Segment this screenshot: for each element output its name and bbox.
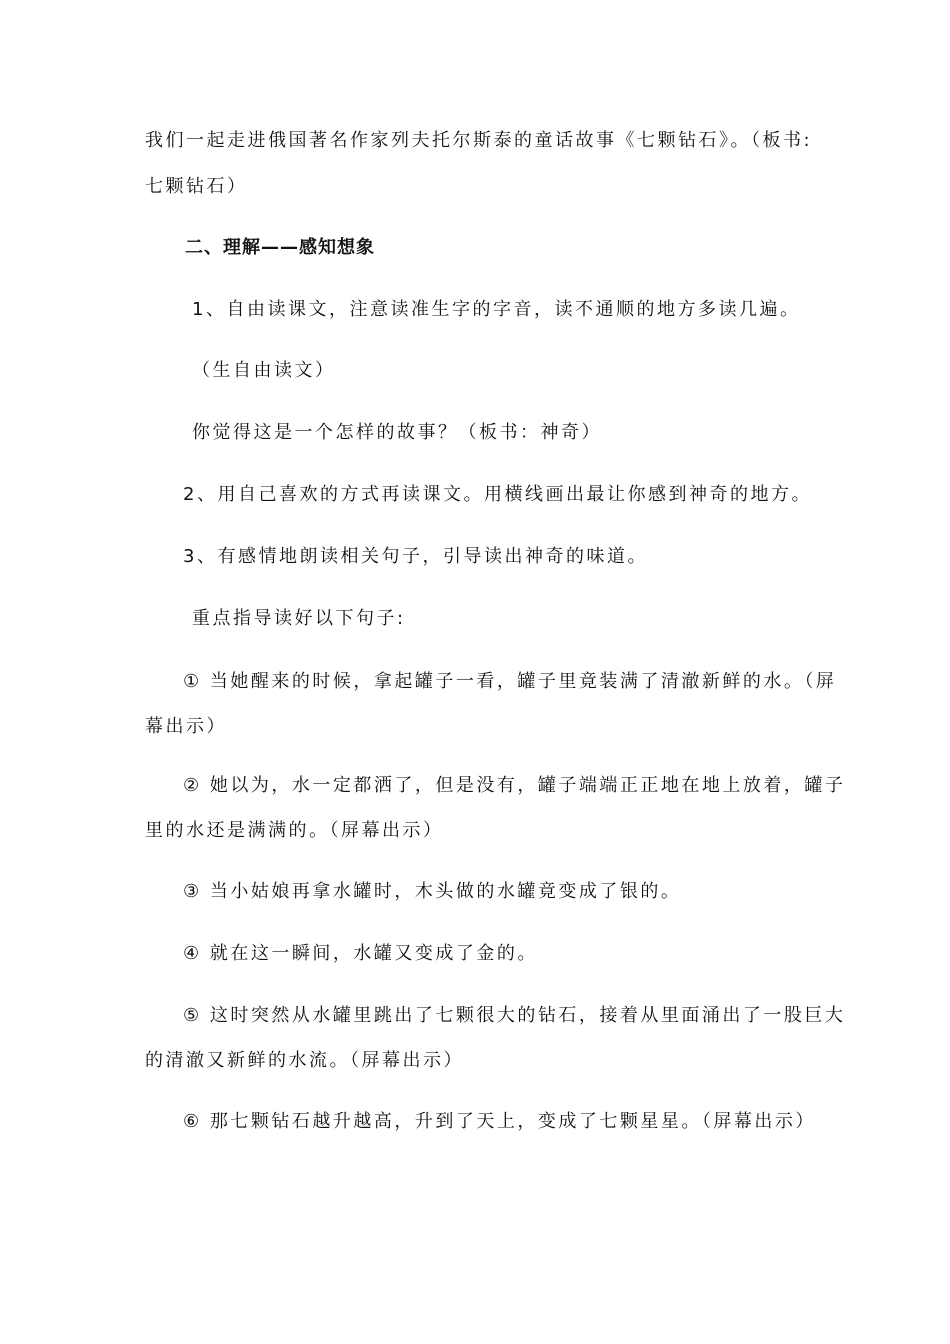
sentence-4: ④ 就在这一瞬间，水罐又变成了金的。 xyxy=(183,943,538,964)
step-1: 1、自由读课文，注意读准生字的字音，读不通顺的地方多读几遍。 xyxy=(192,299,801,320)
sentence-5-line-1: ⑤ 这时突然从水罐里跳出了七颗很大的钻石，接着从里面涌出了一股巨大 xyxy=(183,1005,846,1026)
sentence-6: ⑥ 那七颗钻石越升越高，升到了天上，变成了七颗星星。（屏幕出示） xyxy=(183,1111,816,1132)
step-3: 3、有感情地朗读相关句子，引导读出神奇的味道。 xyxy=(183,546,648,567)
intro-line-1: 我们一起走进俄国著名作家列夫托尔斯泰的童话故事《七颗钻石》。（板书: xyxy=(145,130,813,151)
step-2: 2、用自己喜欢的方式再读课文。用横线画出最让你感到神奇的地方。 xyxy=(183,484,812,505)
question-line: 你觉得这是一个怎样的故事？（板书：神奇） xyxy=(192,422,602,443)
sentence-1-line-2: 幕出示） xyxy=(145,716,227,737)
intro-line-2: 七颗钻石） xyxy=(145,176,248,197)
sentence-2-line-1: ② 她以为，水一定都洒了，但是没有，罐子端端正正地在地上放着，罐子 xyxy=(183,775,846,796)
sentence-1-line-1: ① 当她醒来的时候，拿起罐子一看，罐子里竟装满了清澈新鲜的水。（屏 xyxy=(183,671,837,692)
sentence-2-line-2: 里的水还是满满的。（屏幕出示） xyxy=(145,820,444,841)
sentence-5-line-2: 的清澈又新鲜的水流。（屏幕出示） xyxy=(145,1050,464,1071)
guide-label: 重点指导读好以下句子: xyxy=(192,608,406,629)
student-action: （生自由读文） xyxy=(192,360,336,381)
sentence-3: ③ 当小姑娘再拿水罐时，木头做的水罐竟变成了银的。 xyxy=(183,881,682,902)
section-heading: 二、理解——感知想象 xyxy=(185,237,375,258)
